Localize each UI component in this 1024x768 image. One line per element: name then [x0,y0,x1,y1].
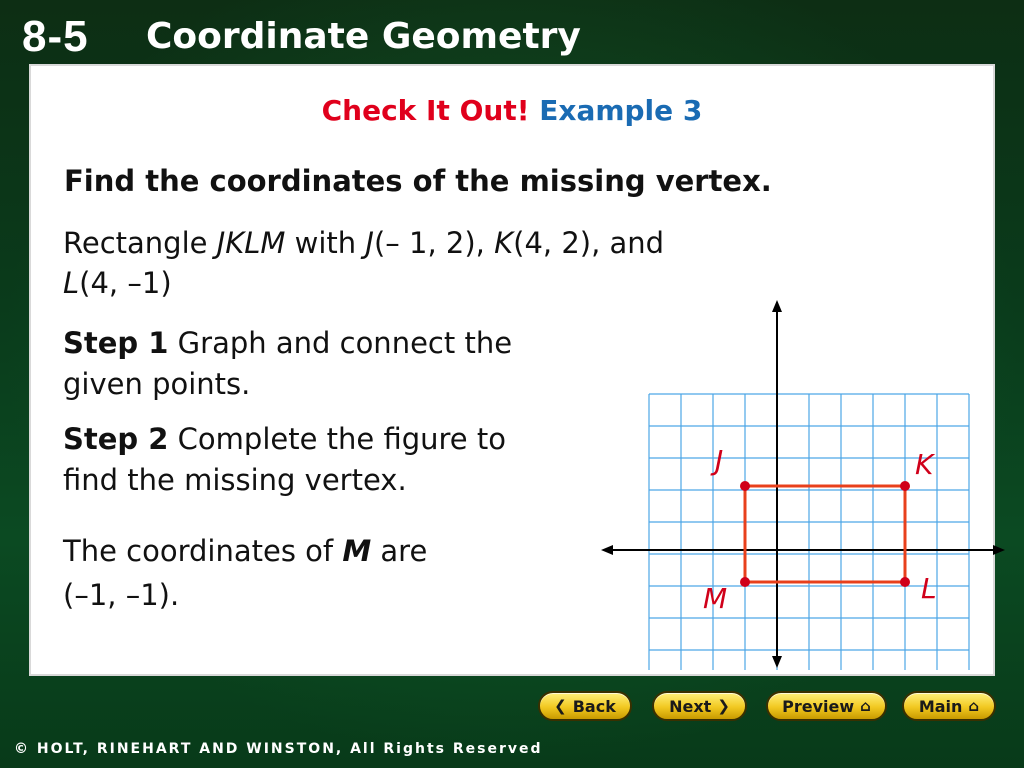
main-button[interactable] [902,691,996,721]
slide-heading [31,94,993,127]
coordinate-graph [591,298,1011,670]
preview-button[interactable] [766,691,887,721]
rectangle-jklm [745,486,905,582]
chevron-right-icon: ❯ [717,697,730,715]
y-axis-arrow-down [772,656,782,668]
given-prefix: Rectangle [63,226,217,260]
given-l-coords: (4, –1) [79,266,172,300]
step-2-text: Complete the figure to find the missing vertex. [63,422,506,497]
vertex-m [740,577,750,587]
y-axis-arrow-up [772,300,782,312]
vertex-l [900,577,910,587]
lesson-number: 8-5 [22,12,89,61]
chevron-left-icon: ❮ [554,697,567,715]
x-axis-arrow-right [993,545,1005,555]
x-axis-arrow-left [601,545,613,555]
vertex-label-j: J [715,444,724,477]
step-1-label: Step 1 [63,326,169,360]
vertex-j [740,481,750,491]
given-info [63,223,823,303]
lesson-title: Coordinate Geometry [146,16,581,57]
given-with: with [285,226,366,260]
answer-coords: (–1, –1). [63,578,180,612]
vertex-k [900,481,910,491]
slide-panel [29,64,995,676]
step-2-label: Step 2 [63,422,169,456]
step-1 [63,323,543,405]
vertex-label-k: K [915,448,934,481]
next-button[interactable] [652,691,747,721]
vertex-label-m: M [703,582,728,615]
step-2 [63,419,563,501]
given-j-coords: (– 1, 2), [373,226,495,260]
copyright-footer: © HOLT, RINEHART AND WINSTON, All Rights Reserved [14,741,543,757]
given-k-coords: (4, 2), and [513,226,665,260]
vertex-label-l: L [921,572,937,605]
back-label: Back [572,696,616,716]
given-k: K [494,226,514,260]
home-icon: ⌂ [968,697,980,715]
main-label: Main [918,696,963,716]
answer [63,529,523,617]
answer-point: M [342,534,372,568]
home-icon: ⌂ [860,697,871,715]
next-label: Next [669,696,712,716]
step-1-text: Graph and connect the given points. [63,326,513,401]
given-j: J [365,226,374,260]
problem-statement: Find the coordinates of the missing vertex. [64,164,772,198]
example-label: Example 3 [539,94,703,127]
given-l: L [63,266,80,300]
given-shape: JKLM [216,226,286,260]
preview-label: Preview [782,696,855,716]
check-it-out-label: Check It Out! [321,94,530,127]
back-button[interactable] [538,691,632,721]
answer-suffix: are [371,534,428,568]
answer-prefix: The coordinates of [63,534,343,568]
